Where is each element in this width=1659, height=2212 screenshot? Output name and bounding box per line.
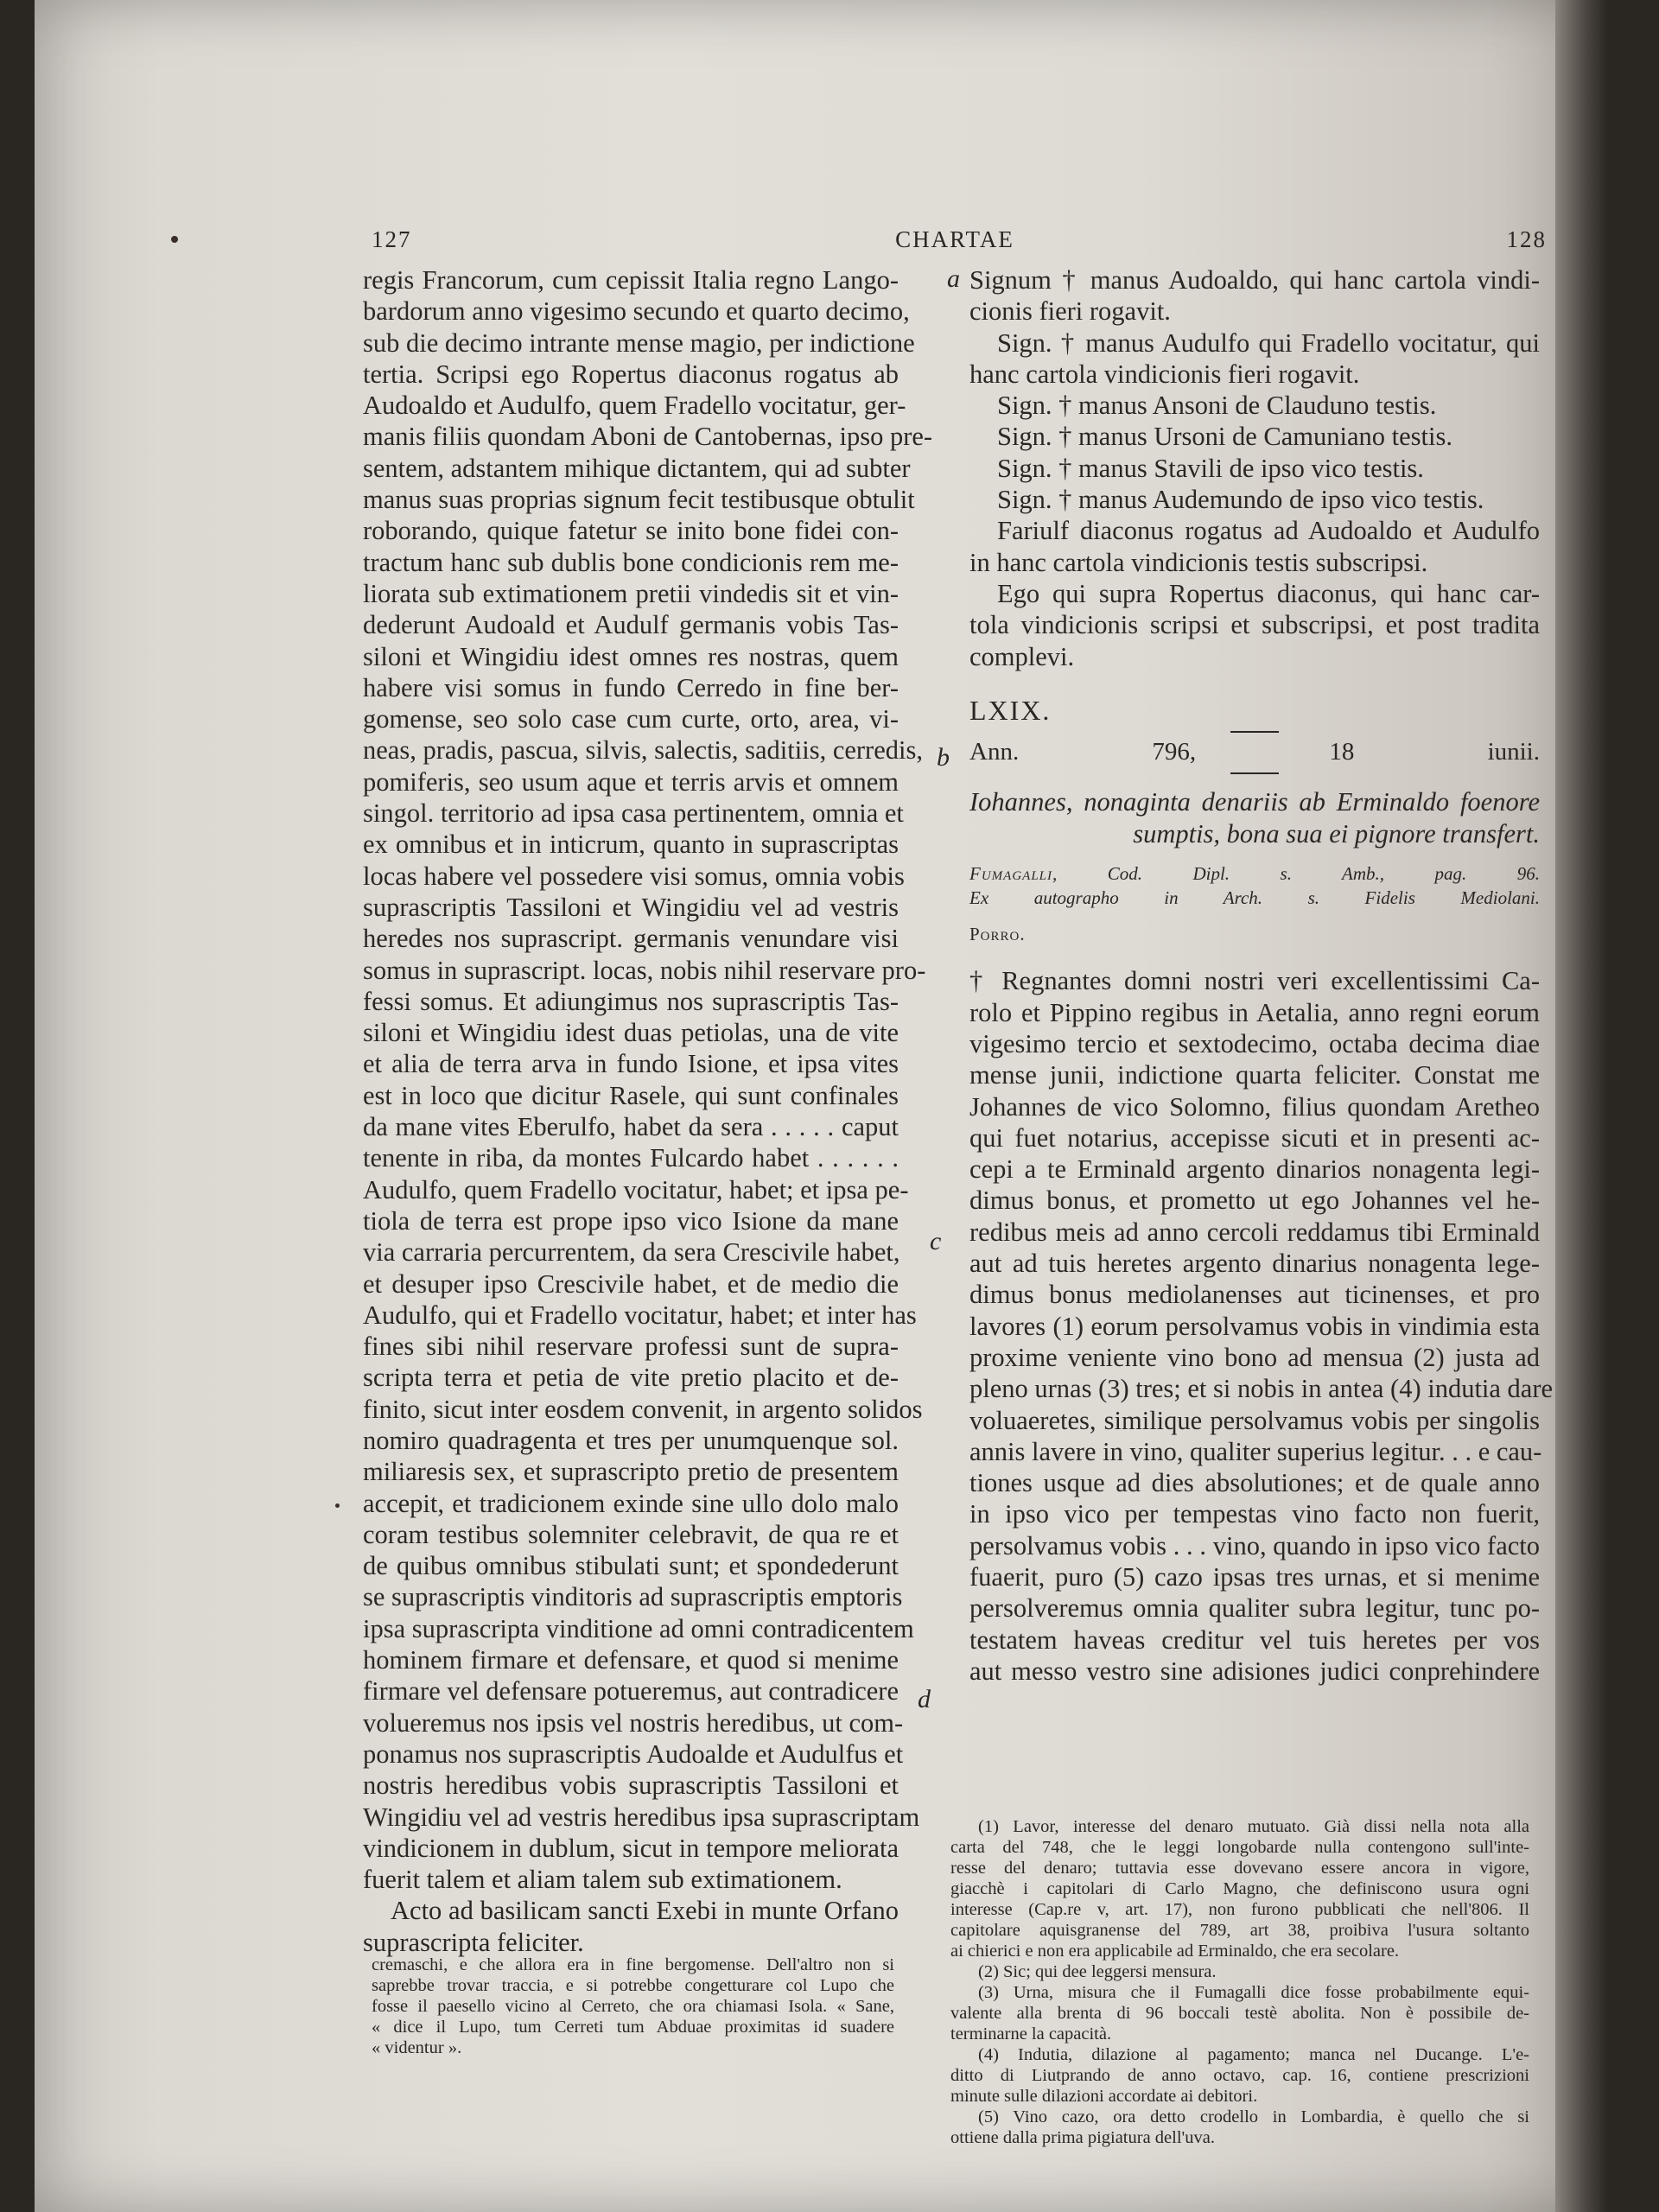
- charter-line: vigesimo tercio et sextodecimo, octaba decima diae: [969, 1028, 1540, 1058]
- footnote-line: fosse il paesello vicino al Cerreto, che ora chiamasi Isola. « Sane,: [372, 1997, 894, 2016]
- signature-line: Sign. † manus Ansoni de Clauduno testis.: [997, 391, 1437, 421]
- document-date: Ann. 796, 18 iunii.: [969, 738, 1540, 766]
- text-line: ipsa suprascripta vinditione ad omni contradicentem: [363, 1613, 914, 1643]
- signature-line: Ego qui supra Ropertus diaconus, qui hanc car-: [997, 578, 1540, 608]
- text-line: bardorum anno vigesimo secundo et quarto decimo,: [363, 296, 910, 327]
- text-line: de quibus omnibus stibulati sunt; et spondederunt: [363, 1551, 899, 1581]
- ink-spot: [171, 236, 178, 243]
- signature-line: hanc cartola vindicionis fieri rogavit.: [969, 359, 1360, 389]
- signature-line: Sign. † manus Ursoni de Camuniano testis.: [997, 422, 1452, 452]
- text-line: heredes nos suprascript. germanis venundare visi: [363, 924, 899, 954]
- document-rubric: [969, 786, 1540, 849]
- footnote-line: minute sulle dilazioni accordate ai debitori.: [950, 2087, 1258, 2106]
- text-line: fuerit talem et aliam talem sub extimationem.: [363, 1865, 842, 1895]
- margin-letter-c: c: [930, 1227, 942, 1255]
- text-line: se suprascriptis vinditoris ad suprascriptis emptoris: [363, 1582, 903, 1612]
- signature-block: [969, 264, 1540, 672]
- right-column: [969, 264, 1554, 1687]
- text-line: fessi somus. Et adiungimus nos suprascriptis Tas-: [363, 986, 899, 1016]
- running-header: [363, 226, 1547, 261]
- left-column: [363, 264, 933, 1958]
- charter-line: redibus meis ad anno cercoli reddamus tibi Erminald: [969, 1217, 1540, 1247]
- text-line: locas habere vel possedere visi somus, omnia vobis: [363, 861, 905, 891]
- page-number-left: 127: [372, 226, 412, 252]
- charter-line: annis lavere in vino, qualiter superius legitur. . . e cau-: [969, 1436, 1542, 1466]
- footnote-line: capitolare aquisgranense del 789, art 38, proibiva l'usura soltanto: [950, 1921, 1529, 1940]
- text-line: Wingidiu vel ad vestris heredibus ipsa suprascriptam: [363, 1802, 920, 1832]
- text-line: volueremus nos ipsis vel nostris heredibus, ut com-: [363, 1707, 904, 1738]
- text-line: Audulfo, quem Fradello vocitatur, habet; et ipsa pe-: [363, 1174, 909, 1205]
- signature-line: Sign. † manus Audulfo qui Fradello vocitatur, qui: [997, 327, 1540, 358]
- text-line: et alia de terra arva in fundo Isione, et ipsa vites: [363, 1049, 899, 1079]
- signature-line: complevi.: [969, 641, 1075, 671]
- footnote-line: saprebbe trovar traccia, e si potrebbe congetturare col Lupo che: [372, 1976, 894, 1995]
- footnotes-left: [372, 1955, 894, 2058]
- charter-line: qui fuet notarius, accepisse sicuti et in presenti ac-: [969, 1122, 1540, 1153]
- charter-line: proxime veniente vino bono ad mensua (2) justa ad: [969, 1342, 1540, 1372]
- text-line: sub die decimo intrante mense magio, per indictione: [363, 327, 915, 358]
- text-line: somus in suprascript. locas, nobis nihil reservare pro-: [363, 955, 926, 985]
- text-line: via carraria percurrentem, da sera Crescivile habet,: [363, 1237, 900, 1268]
- text-line: ponamus nos suprascriptis Audoalde et Audulfus et: [363, 1738, 904, 1769]
- page-gutter-shadow: [1555, 0, 1607, 2212]
- text-line: hominem firmare et defensare, et quod si menime: [363, 1645, 899, 1675]
- footnote-line: giacchè i capitolari di Carlo Magno, che definiscono usura ogni: [950, 1879, 1529, 1898]
- charter-line: mense junii, indictione quarta feliciter. Constat me: [969, 1060, 1540, 1090]
- footnote-line: (5) Vino cazo, ora detto crodello in Lombardia, è quello che si: [978, 2107, 1529, 2126]
- signature-line: in hanc cartola vindicionis testis subscripsi.: [969, 547, 1428, 577]
- text-line: gomense, seo solo case cum curte, orto, area, vi-: [363, 704, 899, 734]
- signature-line: Sign. † manus Stavili de ipso vico testis.: [997, 453, 1424, 483]
- charter-line: cepi a te Erminald argento dinarios nonagenta legi-: [969, 1154, 1540, 1185]
- footnote-line: valente alla brenta di 96 boccali testè abolita. Non è possibile de-: [950, 2004, 1529, 2023]
- footnote-line: « videntur ».: [372, 2038, 462, 2057]
- charter-line: pleno urnas (3) tres; et si nobis in antea (4) indutia dare: [969, 1374, 1554, 1404]
- text-line: singol. territorio ad ipsa casa pertinentem, omnia et: [363, 798, 904, 829]
- margin-letter-d: d: [918, 1685, 931, 1713]
- footnote-line: (3) Urna, misura che il Fumagalli dice fosse probabilmente equi-: [978, 1983, 1529, 2002]
- footnote-line: ditto di Liutprando de anno octavo, cap. 16, contiene prescrizioni: [950, 2066, 1529, 2085]
- footnote-line: carta del 748, che le leggi longobarde nulla contengono sull'inte-: [950, 1838, 1529, 1857]
- text-line: roborando, quique fatetur se inito bone fidei con-: [363, 516, 899, 546]
- text-line: liorata sub extimationem pretii vindedis sit et vin-: [363, 578, 899, 608]
- footnote-line: interesse (Cap.re v, art. 17), non furono pubblicati che nell'806. Il: [950, 1900, 1529, 1919]
- charter-text: [969, 965, 1554, 1687]
- footnote-line: ai chierici e non era applicabile ad Erminaldo, che era secolare.: [950, 1942, 1400, 1961]
- text-line: finito, sicut inter eosdem convenit, in argento solidos: [363, 1394, 923, 1424]
- charter-line: persolveremus omnia qualiter subra legitur, tunc po-: [969, 1593, 1540, 1624]
- margin-letter-a: a: [947, 264, 960, 293]
- text-line: tractum hanc sub dublis bone condicionis rem me-: [363, 547, 899, 577]
- charter-line: voluaeretes, similique persolvamus vobis per singolis: [969, 1405, 1540, 1435]
- editor-name: Porro.: [969, 924, 1026, 945]
- text-line: vindicionem in dublum, sicut in tempore meliorata: [363, 1833, 899, 1863]
- text-line: Audulfo, qui et Fradello vocitatur, habet; et inter has: [363, 1300, 917, 1330]
- footnote-line: ottiene dalla prima pigiatura dell'uva.: [950, 2128, 1215, 2147]
- footnote-line: (1) Lavor, interesse del denaro mutuato. Già dissi nella nota alla: [978, 1817, 1529, 1836]
- signature-line: Fariulf diaconus rogatus ad Audoaldo et Audulfo: [997, 516, 1540, 546]
- signature-line: Sign. † manus Audemundo de ipso vico testis.: [997, 485, 1484, 515]
- closing-line: suprascripta feliciter.: [363, 1927, 584, 1957]
- charter-line: lavores (1) eorum persolvamus vobis in vindimia esta: [969, 1311, 1540, 1341]
- text-line: manus suas proprias signum fecit testibusque obtulit: [363, 485, 915, 515]
- document-number: LXIX.: [969, 694, 1052, 726]
- charter-line: Johannes de vico Solomno, filius quondam Aretheo: [969, 1091, 1540, 1122]
- text-line: suprascriptis Tassiloni et Wingidiu vel ad vestris: [363, 892, 899, 922]
- text-line: est in loco que dicitur Rasele, qui sunt confinales: [363, 1080, 899, 1110]
- charter-line: in ipso vico per tempestas vino facto non fuerit,: [969, 1499, 1540, 1529]
- footnotes-right: [950, 1816, 1529, 2148]
- charter-line: persolvamus vobis . . . vino, quando in ipso vico facto: [969, 1530, 1540, 1560]
- source-archive: Ex autographo in Arch. s. Fidelis Mediolani.: [969, 887, 1540, 909]
- charter-line: dimus bonus, et prometto ut ego Johannes vel he-: [969, 1185, 1540, 1216]
- rubric-line: sumptis, bona sua ei pignore transfert.: [1133, 818, 1540, 849]
- text-line: fines sibi nihil reservare professi sunt de supra-: [363, 1332, 899, 1362]
- text-line: Audoaldo et Audulfo, quem Fradello vocitatur, ger-: [363, 391, 906, 421]
- text-line: accepit, et tradicionem exinde sine ullo dolo malo: [363, 1488, 899, 1518]
- text-line: firmare vel defensare potueremus, aut contradicere: [363, 1676, 899, 1707]
- charter-line: dimus bonus mediolanenses aut ticinenses, et pro: [969, 1280, 1540, 1310]
- footnote-line: « dice il Lupo, tum Cerreti tum Abduae proximitas id suadere: [372, 2018, 894, 2037]
- text-line: regis Francorum, cum cepissit Italia regno Lango-: [363, 265, 899, 295]
- running-title: CHARTAE: [895, 226, 1014, 252]
- footnote-line: (2) Sic; qui dee leggersi mensura.: [978, 1962, 1217, 1981]
- text-line: nostris heredibus vobis suprascriptis Tassiloni et: [363, 1770, 899, 1801]
- divider-rule: [1230, 731, 1279, 733]
- text-line: siloni et Wingidiu idest duas petiolas, una de vite: [363, 1018, 899, 1048]
- text-line: tiola de terra est prope ipso vico Isione da mane: [363, 1205, 899, 1236]
- charter-line: tiones usque ad dies absolutiones; et de quale anno: [969, 1468, 1540, 1498]
- footnote-line: cremaschi, e che allora era in fine bergomense. Dell'altro non si: [372, 1955, 894, 1974]
- text-line: miliaresis sex, et suprascripto pretio de presentem: [363, 1457, 899, 1487]
- closing-line: Acto ad basilicam sancti Exebi in munte Orfano: [391, 1896, 899, 1926]
- page-number-right: 128: [1506, 226, 1547, 252]
- text-line: habere visi somus in fundo Cerredo in fine ber-: [363, 672, 899, 702]
- text-line: coram testibus solemniter celebravit, de qua re et: [363, 1519, 899, 1549]
- text-line: tenente in riba, da montes Fulcardo habet . . . . . .: [363, 1143, 899, 1173]
- text-line: sentem, adstantem mihique dictantem, qui ad subter: [363, 453, 911, 483]
- charter-line: rolo et Pippino regibus in Aetalia, anno regni eorum: [969, 997, 1540, 1027]
- charter-line: aut messo vestro sine adisiones judici conprehindere: [969, 1656, 1540, 1686]
- signature-line: tola vindicionis scripsi et subscripsi, et post tradita: [969, 610, 1540, 640]
- source-reference: , Cod. Dipl. s. Amb., pag. 96.: [1052, 863, 1540, 885]
- text-line: et desuper ipso Crescivile habet, et de medio die: [363, 1268, 899, 1299]
- footnote-line: (4) Indutia, dilazione al pagamento; manca nel Ducange. L'e-: [978, 2045, 1529, 2064]
- footnote-line: resse del denaro; tuttavia esse dovevano essere ancora in vigore,: [950, 1859, 1529, 1878]
- text-line: ex omnibus et in inticrum, quanto in suprascriptas: [363, 830, 899, 860]
- text-line: manis filiis quondam Aboni de Cantobernas, ipso pre-: [363, 422, 933, 452]
- footnote-line: terminarne la capacità.: [950, 2024, 1112, 2044]
- charter-line: testatem haveas creditur vel tuis heretes per vos: [969, 1624, 1540, 1655]
- text-line: scripta terra et petia de vite pretio placito et de-: [363, 1363, 899, 1393]
- rubric-line: Iohannes, nonaginta denariis ab Erminaldo foenore: [969, 787, 1540, 817]
- signature-line: cionis fieri rogavit.: [969, 296, 1171, 327]
- text-line: tertia. Scripsi ego Ropertus diaconus rogatus ab: [363, 359, 899, 389]
- divider-rule: [1230, 772, 1279, 774]
- source-citation: [969, 861, 1540, 910]
- text-line: siloni et Wingidiu idest omnes res nostras, quem: [363, 641, 899, 671]
- signature-line: Signum † manus Audoaldo, qui hanc cartola vindi-: [969, 265, 1540, 295]
- text-line: da mane vites Eberulfo, habet da sera . . . . . caput: [363, 1112, 899, 1142]
- charter-line: † Regnantes domni nostri veri excellentissimi Ca-: [969, 966, 1540, 996]
- text-line: neas, pradis, pascua, silvis, salectis, saditiis, cerredis,: [363, 735, 923, 766]
- source-author: Fumagalli: [969, 863, 1052, 885]
- charter-line: fuaerit, puro (5) cazo ipsas tres urnas, et si menime: [969, 1561, 1540, 1592]
- text-line: dederunt Audoald et Audulf germanis vobis Tas-: [363, 610, 899, 640]
- charter-line: aut ad tuis heretes argento dinarius nonagenta lege-: [969, 1249, 1540, 1279]
- text-line: pomiferis, seo usum aque et terris arvis et omnem: [363, 766, 899, 797]
- text-line: nomiro quadragenta et tres per unumquenque sol.: [363, 1425, 899, 1455]
- margin-letter-b: b: [937, 743, 950, 772]
- ink-spot: [335, 1503, 340, 1508]
